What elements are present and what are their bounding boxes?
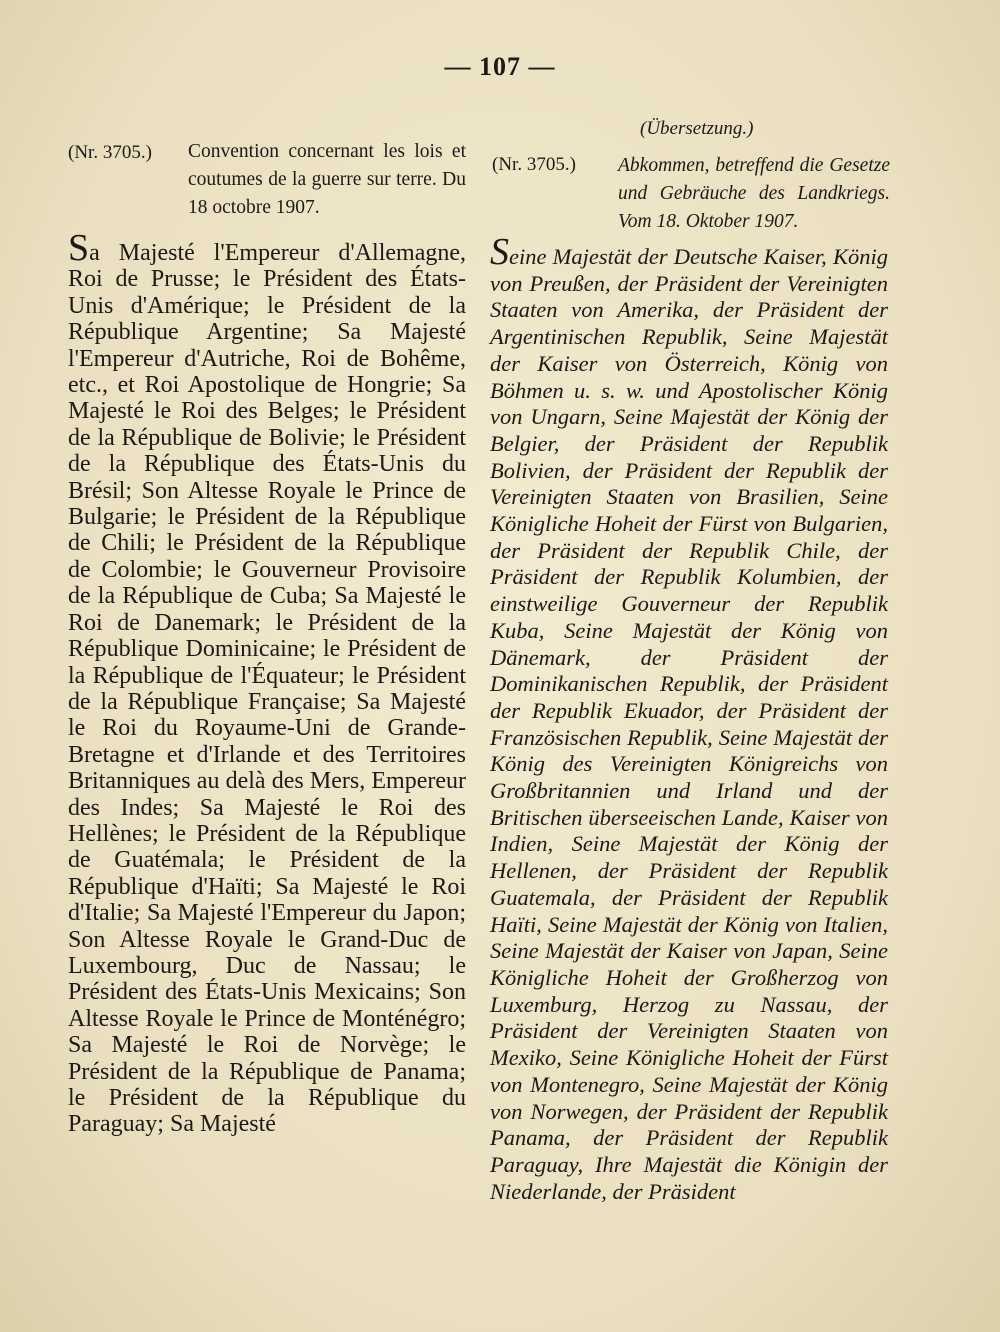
- translation-label: (Übersetzung.): [640, 118, 754, 139]
- german-body-text: [490, 231, 888, 1205]
- french-document-number: (Nr. 3705.): [68, 142, 152, 163]
- french-body: a Majesté l'Empereur d'Allemagne, Roi de Prusse; le Président des États-Unis d'Amérique; le Président de la République Argentine; Sa Majesté l'Empereur d'Autriche, Roi de Bohême, etc., et Roi Apostolique de Hongrie; Sa Majesté le Roi des Belges; le Président de la République de Bolivie; le Président de la République des États-Unis du Brésil; Son Altesse Royale le Prince de Bulgarie; le Président de la République de Chili; le Président de la République de Colombie; le Gouverneur Provisoire de la République de Cuba; Sa Majesté le Roi de Danemark; le Président de la République Dominicaine; le Président de la République de l'Équateur; le Président de la République Française; Sa Majesté le Roi du Royaume-Uni de Grande-Bretagne et d'Irlande et des Territoires Britanniques au delà des Mers, Empereur des Indes; Sa Majesté le Roi des Hellènes; le Président de la République de Guatémala; le Président de la République d'Haïti; Sa Majesté le Roi d'Italie; Sa Majesté l'Empereur du Japon; Son Altesse Royale le Grand-Duc de Luxembourg, Duc de Nassau; le Président des États-Unis Mexicains; Son Altesse Royale le Prince de Monténégro; Sa Majesté le Roi de Norvège; le Président de la République de Panama; le Président de la République du Paraguay; Sa Majesté: [68, 240, 466, 1138]
- french-initial: S: [68, 227, 90, 269]
- german-column: [490, 118, 888, 1205]
- german-document-number: (Nr. 3705.): [492, 154, 576, 175]
- french-body-text: [68, 227, 466, 1138]
- french-column: [68, 138, 466, 1138]
- german-heading: [490, 118, 888, 238]
- page-number: — 107 —: [444, 52, 556, 81]
- german-initial: S: [490, 231, 509, 273]
- german-title: Abkommen, betreffend die Gesetze und Gebräuche des Landkriegs. Vom 18. Oktober 1907.: [618, 155, 890, 232]
- french-heading: [68, 138, 466, 236]
- german-body: eine Majestät der Deutsche Kaiser, König von Preußen, der Präsident der Vereinigten Staaten von Amerika, der Präsident der Argentinischen Republik, Seine Majestät der Kaiser von Österreich, König von Böhmen u. s. w. und Apostolischer König von Ungarn, Seine Majestät der König der Belgier, der Präsident der Republik Bolivien, der Präsident der Republik der Vereinigten Staaten von Brasilien, Seine Königliche Hoheit der Fürst von Bulgarien, der Präsident der Republik Chile, der Präsident der Republik Kolumbien, der einstweilige Gouverneur der Republik Kuba, Seine Majestät der König von Dänemark, der Präsident der Dominikanischen Republik, der Präsident der Republik Ekuador, der Präsident der Französischen Republik, Seine Majestät der König des Vereinigten Königreichs von Großbritannien und Irland und der Britischen überseeischen Lande, Kaiser von Indien, Seine Majestät der König der Hellenen, der Präsident der Republik Guatemala, der Präsident der Republik Haïti, Seine Majestät der König von Italien, Seine Majestät der Kaiser von Japan, Seine Königliche Hoheit der Großherzog von Luxemburg, Herzog zu Nassau, der Präsident der Vereinigten Staaten von Mexiko, Seine Königliche Hoheit der Fürst von Montenegro, Seine Majestät der König von Norwegen, der Präsident der Republik Panama, der Präsident der Republik Paraguay, Ihre Majestät die Königin der Niederlande, der Präsident: [490, 244, 888, 1204]
- french-title: Convention concernant les lois et coutumes de la guerre sur terre. Du 18 octobre 1907.: [188, 141, 466, 218]
